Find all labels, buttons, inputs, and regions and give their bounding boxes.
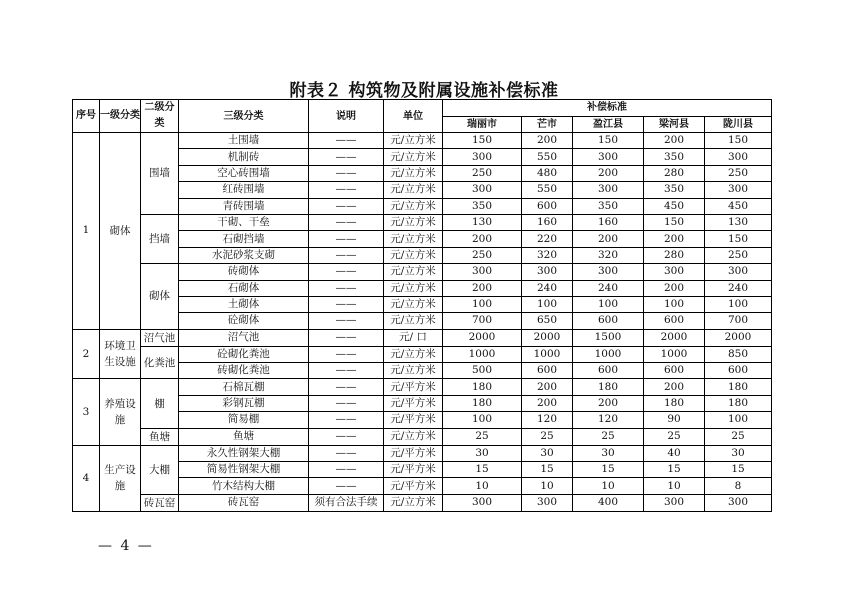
value-cell: 550 (522, 182, 573, 198)
value-cell: 300 (705, 494, 772, 511)
value-cell: 200 (644, 133, 705, 149)
table-row (73, 264, 772, 280)
value-cell: 10 (522, 478, 573, 494)
level3-cell: 青砖围墙 (179, 198, 309, 214)
value-cell: 30 (705, 445, 772, 461)
note-cell: —— (309, 280, 384, 296)
note-cell: —— (309, 395, 384, 411)
value-cell: 240 (705, 280, 772, 296)
value-cell: 180 (443, 379, 522, 395)
value-cell: 8 (705, 478, 772, 494)
value-cell: 150 (573, 133, 644, 149)
note-cell: 须有合法手续 (309, 494, 384, 511)
value-cell: 350 (573, 198, 644, 214)
unit-cell: 元/立方米 (384, 346, 443, 362)
value-cell: 120 (573, 412, 644, 428)
value-cell: 500 (443, 363, 522, 379)
header-region: 梁河县 (644, 116, 705, 133)
value-cell: 2000 (644, 329, 705, 346)
value-cell: 15 (443, 462, 522, 478)
unit-cell: 元/立方米 (384, 165, 443, 181)
unit-cell: 元/立方米 (384, 214, 443, 230)
value-cell: 1000 (443, 346, 522, 362)
note-cell: —— (309, 247, 384, 263)
level1-cell: 生产设施 (100, 445, 141, 511)
value-cell: 180 (443, 395, 522, 411)
value-cell: 100 (443, 412, 522, 428)
header-region: 盈江县 (573, 116, 644, 133)
level3-cell: 砖砌化粪池 (179, 363, 309, 379)
value-cell: 200 (644, 231, 705, 247)
value-cell: 180 (644, 395, 705, 411)
note-cell: —— (309, 379, 384, 395)
value-cell: 240 (573, 280, 644, 296)
value-cell: 200 (573, 395, 644, 411)
value-cell: 150 (443, 133, 522, 149)
value-cell: 300 (443, 494, 522, 511)
value-cell: 480 (522, 165, 573, 181)
value-cell: 1000 (522, 346, 573, 362)
header-level1: 一级分类 (100, 100, 141, 133)
level3-cell: 彩钢瓦棚 (179, 395, 309, 411)
value-cell: 300 (573, 182, 644, 198)
value-cell: 1500 (573, 329, 644, 346)
note-cell: —— (309, 363, 384, 379)
level3-cell: 水泥砂浆支砌 (179, 247, 309, 263)
value-cell: 15 (705, 462, 772, 478)
unit-cell: 元/立方米 (384, 280, 443, 296)
value-cell: 700 (705, 313, 772, 329)
value-cell: 30 (522, 445, 573, 461)
value-cell: 25 (644, 428, 705, 445)
unit-cell: 元/平方米 (384, 395, 443, 411)
header-region: 芒市 (522, 116, 573, 133)
compensation-table (72, 99, 772, 512)
level2-cell: 沼气池 (141, 329, 179, 346)
value-cell: 700 (443, 313, 522, 329)
value-cell: 30 (573, 445, 644, 461)
value-cell: 100 (705, 296, 772, 312)
value-cell: 2000 (522, 329, 573, 346)
level3-cell: 土围墙 (179, 133, 309, 149)
value-cell: 350 (644, 182, 705, 198)
note-cell: —— (309, 412, 384, 428)
table-row (73, 494, 772, 511)
unit-cell: 元/平方米 (384, 412, 443, 428)
unit-cell: 元/立方米 (384, 494, 443, 511)
header-note: 说明 (309, 100, 384, 133)
level3-cell: 空心砖围墙 (179, 165, 309, 181)
value-cell: 90 (644, 412, 705, 428)
value-cell: 160 (522, 214, 573, 230)
value-cell: 2000 (443, 329, 522, 346)
value-cell: 200 (443, 280, 522, 296)
value-cell: 40 (644, 445, 705, 461)
level2-cell: 挡墙 (141, 214, 179, 263)
value-cell: 250 (443, 247, 522, 263)
level3-cell: 砼砌化粪池 (179, 346, 309, 362)
value-cell: 25 (573, 428, 644, 445)
value-cell: 300 (644, 264, 705, 280)
value-cell: 550 (522, 149, 573, 165)
level3-cell: 沼气池 (179, 329, 309, 346)
level3-cell: 简易棚 (179, 412, 309, 428)
unit-cell: 元/ 口 (384, 329, 443, 346)
level3-cell: 砖砌体 (179, 264, 309, 280)
table-row (73, 214, 772, 230)
level1-cell: 砌体 (100, 133, 141, 330)
value-cell: 300 (705, 182, 772, 198)
note-cell: —— (309, 445, 384, 461)
table-row (73, 346, 772, 362)
level3-cell: 干砌、干垒 (179, 214, 309, 230)
note-cell: —— (309, 264, 384, 280)
value-cell: 100 (573, 296, 644, 312)
header-standard: 补偿标准 (443, 100, 772, 117)
note-cell: —— (309, 198, 384, 214)
value-cell: 10 (644, 478, 705, 494)
header-unit: 单位 (384, 100, 443, 133)
level3-cell: 永久性钢架大棚 (179, 445, 309, 461)
note-cell: —— (309, 296, 384, 312)
value-cell: 150 (644, 214, 705, 230)
table-body (73, 133, 772, 512)
header-seq: 序号 (73, 100, 100, 133)
unit-cell: 元/立方米 (384, 198, 443, 214)
level3-cell: 石棉瓦棚 (179, 379, 309, 395)
value-cell: 100 (443, 296, 522, 312)
unit-cell: 元/立方米 (384, 363, 443, 379)
value-cell: 300 (705, 264, 772, 280)
unit-cell: 元/立方米 (384, 247, 443, 263)
note-cell: —— (309, 428, 384, 445)
value-cell: 250 (705, 165, 772, 181)
value-cell: 600 (573, 313, 644, 329)
value-cell: 100 (522, 296, 573, 312)
level3-cell: 红砖围墙 (179, 182, 309, 198)
value-cell: 25 (522, 428, 573, 445)
value-cell: 200 (573, 165, 644, 181)
note-cell: —— (309, 462, 384, 478)
value-cell: 280 (644, 165, 705, 181)
value-cell: 130 (705, 214, 772, 230)
unit-cell: 元/平方米 (384, 462, 443, 478)
value-cell: 200 (522, 133, 573, 149)
value-cell: 600 (644, 313, 705, 329)
note-cell: —— (309, 231, 384, 247)
level3-cell: 简易性钢架大棚 (179, 462, 309, 478)
value-cell: 600 (705, 363, 772, 379)
value-cell: 250 (443, 165, 522, 181)
value-cell: 600 (522, 198, 573, 214)
note-cell: —— (309, 313, 384, 329)
table-row (73, 379, 772, 395)
value-cell: 180 (573, 379, 644, 395)
header-region: 陇川县 (705, 116, 772, 133)
unit-cell: 元/立方米 (384, 133, 443, 149)
value-cell: 220 (522, 231, 573, 247)
header-level2: 二级分类 (141, 100, 179, 133)
value-cell: 15 (573, 462, 644, 478)
value-cell: 300 (522, 264, 573, 280)
unit-cell: 元/平方米 (384, 445, 443, 461)
level1-cell: 环境卫生设施 (100, 329, 141, 379)
value-cell: 2000 (705, 329, 772, 346)
table-row (73, 329, 772, 346)
value-cell: 200 (443, 231, 522, 247)
value-cell: 300 (705, 149, 772, 165)
value-cell: 850 (705, 346, 772, 362)
value-cell: 600 (573, 363, 644, 379)
value-cell: 180 (705, 379, 772, 395)
value-cell: 150 (705, 133, 772, 149)
value-cell: 320 (522, 247, 573, 263)
value-cell: 30 (443, 445, 522, 461)
value-cell: 15 (522, 462, 573, 478)
table-row (73, 445, 772, 461)
level3-cell: 石砌挡墙 (179, 231, 309, 247)
note-cell: —— (309, 165, 384, 181)
value-cell: 160 (573, 214, 644, 230)
table-row (73, 133, 772, 149)
level2-cell: 棚 (141, 379, 179, 428)
value-cell: 300 (573, 264, 644, 280)
unit-cell: 元/立方米 (384, 428, 443, 445)
value-cell: 200 (522, 395, 573, 411)
level2-cell: 大棚 (141, 445, 179, 494)
value-cell: 350 (443, 198, 522, 214)
level2-cell: 化粪池 (141, 346, 179, 379)
value-cell: 300 (522, 494, 573, 511)
note-cell: —— (309, 133, 384, 149)
unit-cell: 元/立方米 (384, 182, 443, 198)
value-cell: 600 (522, 363, 573, 379)
unit-cell: 元/立方米 (384, 231, 443, 247)
level2-cell: 砌体 (141, 264, 179, 330)
value-cell: 100 (644, 296, 705, 312)
level3-cell: 土砌体 (179, 296, 309, 312)
value-cell: 25 (443, 428, 522, 445)
value-cell: 250 (705, 247, 772, 263)
note-cell: —— (309, 182, 384, 198)
level3-cell: 机制砖 (179, 149, 309, 165)
level3-cell: 鱼塘 (179, 428, 309, 445)
value-cell: 450 (644, 198, 705, 214)
value-cell: 200 (644, 280, 705, 296)
table-row (73, 428, 772, 445)
note-cell: —— (309, 478, 384, 494)
header-level3: 三级分类 (179, 100, 309, 133)
seq-cell: 2 (73, 329, 100, 379)
value-cell: 1000 (644, 346, 705, 362)
unit-cell: 元/立方米 (384, 296, 443, 312)
value-cell: 650 (522, 313, 573, 329)
level2-cell: 鱼塘 (141, 428, 179, 445)
level3-cell: 竹木结构大棚 (179, 478, 309, 494)
level1-cell: 养殖设施 (100, 379, 141, 445)
value-cell: 320 (573, 247, 644, 263)
level2-cell: 围墙 (141, 133, 179, 215)
unit-cell: 元/立方米 (384, 149, 443, 165)
note-cell: —— (309, 346, 384, 362)
page-number: — 4 — (98, 538, 154, 554)
value-cell: 150 (705, 231, 772, 247)
seq-cell: 4 (73, 445, 100, 511)
value-cell: 350 (644, 149, 705, 165)
unit-cell: 元/立方米 (384, 313, 443, 329)
unit-cell: 元/平方米 (384, 379, 443, 395)
value-cell: 300 (644, 494, 705, 511)
value-cell: 100 (705, 412, 772, 428)
value-cell: 10 (443, 478, 522, 494)
value-cell: 280 (644, 247, 705, 263)
value-cell: 10 (573, 478, 644, 494)
value-cell: 400 (573, 494, 644, 511)
seq-cell: 1 (73, 133, 100, 330)
level2-cell: 砖瓦窑 (141, 494, 179, 511)
value-cell: 180 (705, 395, 772, 411)
value-cell: 300 (443, 182, 522, 198)
value-cell: 1000 (573, 346, 644, 362)
value-cell: 15 (644, 462, 705, 478)
header-region: 瑞丽市 (443, 116, 522, 133)
value-cell: 200 (573, 231, 644, 247)
value-cell: 240 (522, 280, 573, 296)
level3-cell: 石砌体 (179, 280, 309, 296)
value-cell: 300 (573, 149, 644, 165)
value-cell: 600 (644, 363, 705, 379)
note-cell: —— (309, 329, 384, 346)
value-cell: 200 (644, 379, 705, 395)
unit-cell: 元/立方米 (384, 264, 443, 280)
level3-cell: 砖瓦窑 (179, 494, 309, 511)
value-cell: 200 (522, 379, 573, 395)
seq-cell: 3 (73, 379, 100, 445)
note-cell: —— (309, 149, 384, 165)
page-title: 附表２ 构筑物及附属设施补偿标准 (289, 81, 559, 101)
value-cell: 300 (443, 149, 522, 165)
unit-cell: 元/平方米 (384, 478, 443, 494)
value-cell: 120 (522, 412, 573, 428)
note-cell: —— (309, 214, 384, 230)
value-cell: 300 (443, 264, 522, 280)
value-cell: 130 (443, 214, 522, 230)
value-cell: 25 (705, 428, 772, 445)
level3-cell: 砼砌体 (179, 313, 309, 329)
value-cell: 450 (705, 198, 772, 214)
